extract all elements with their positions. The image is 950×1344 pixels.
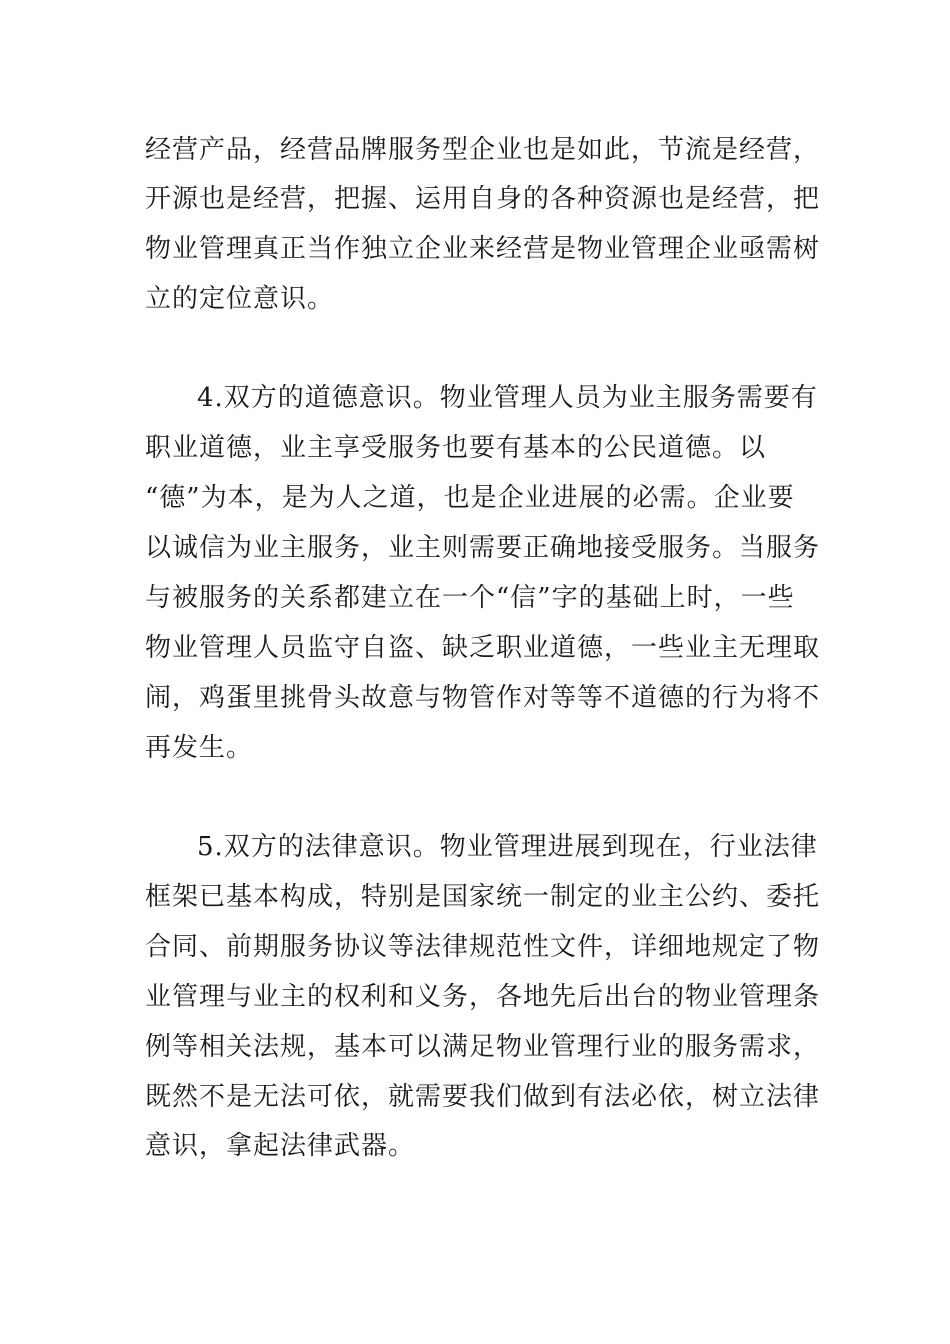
paragraph-2-line-2: 职业道德，业主享受服务也要有基本的公民道德。以 [145,433,767,463]
paragraph-2-line-6: 物业管理人员监守自盗、缺乏职业道德，一些业主无理取 [145,633,821,663]
paragraph-3-line-3: 合同、前期服务协议等法律规范性文件，详细地规定了物 [145,932,821,962]
paragraph-3-line-7: 意识，拿起法律武器。 [145,1131,416,1161]
paragraph-1-line-3: 物业管理真正当作独立企业来经营是物业管理企业亟需树 [145,234,821,264]
paragraph-3-line-6: 既然不是无法可依，就需要我们做到有法必依，树立法律 [145,1082,821,1112]
paragraph-2-line-5: 与被服务的关系都建立在一个“信”字的基础上时，一些 [145,583,795,613]
paragraph-3-line-2: 框架已基本构成，特别是国家统一制定的业主公约、委托 [145,882,821,912]
paragraph-2-line-7: 闹，鸡蛋里挑骨头故意与物管作对等等不道德的行为将不 [145,683,821,713]
paragraph-2-line-8: 再发生。 [145,733,254,763]
paragraph-1-line-1: 经营产品，经营品牌服务型企业也是如此，节流是经营， [145,135,821,165]
paragraph-2-line-4: 以诚信为业主服务，业主则需要正确地接受服务。当服务 [145,533,821,563]
paragraph-2-line-1: 4.双方的道德意识。物业管理人员为业主服务需要有 [197,383,818,413]
paragraph-3-line-1: 5.双方的法律意识。物业管理进展到现在，行业法律 [197,832,818,862]
paragraph-1-line-2: 开源也是经营，把握、运用自身的各种资源也是经营，把 [145,184,821,214]
paragraph-1-line-4: 立的定位意识。 [145,284,335,314]
paragraph-3-line-5: 例等相关法规，基本可以满足物业管理行业的服务需求， [145,1032,821,1062]
paragraph-3-line-4: 业管理与业主的权利和义务，各地先后出台的物业管理条 [145,982,821,1012]
paragraph-2-line-3: “德”为本，是为人之道，也是企业进展的必需。企业要 [145,483,795,513]
